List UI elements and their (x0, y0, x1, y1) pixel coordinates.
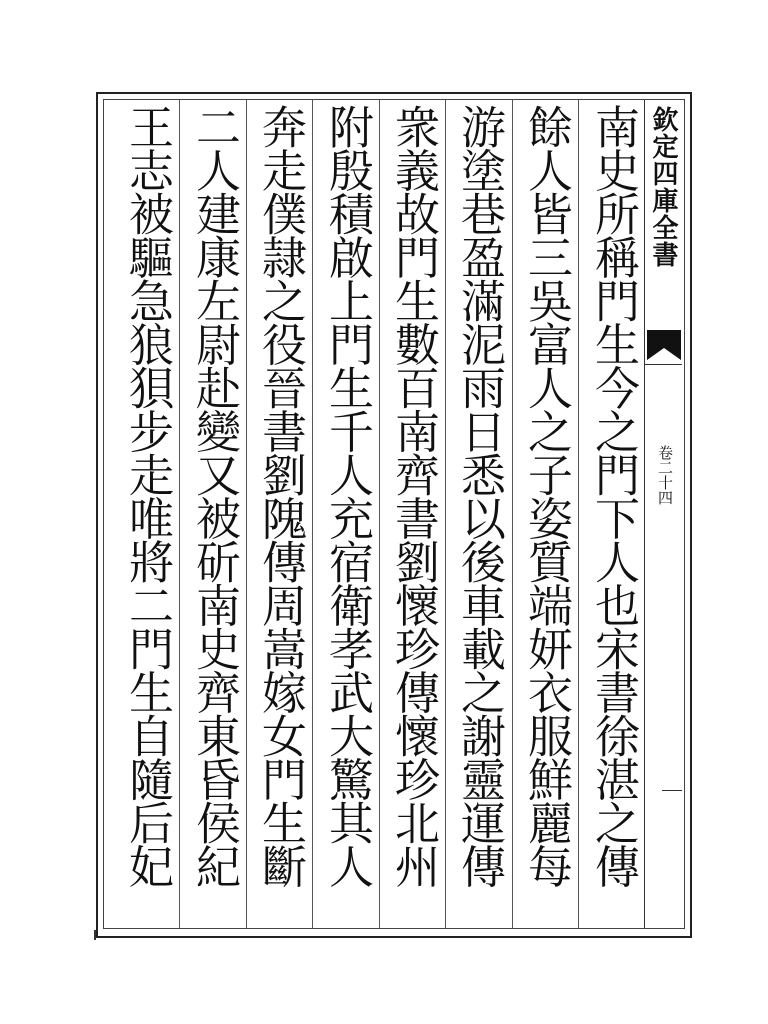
column-rule (512, 100, 513, 928)
text-column-3: 游塗巷盈滿泥雨日悉以後車載之謝靈運傳 (453, 104, 506, 887)
gutter-tick (662, 790, 682, 791)
fishtail-divider (644, 364, 682, 365)
column-rule (578, 100, 579, 928)
text-column-8: 王志被驅急狼狽步走唯將二門生自隨后妃 (121, 104, 174, 887)
text-column-5: 附殷積啟上門生千人充宿衛孝武大驚其人 (321, 104, 374, 887)
book-title: 欽定四庫全書 (648, 106, 678, 268)
juan-number: 卷二十四 (656, 445, 674, 505)
column-rule (246, 100, 247, 928)
column-rule (179, 100, 180, 928)
text-column-4: 衆義故門生數百南齊書劉懷珍傳懷珍北州 (387, 104, 440, 887)
column-rule (445, 100, 446, 928)
column-rule (379, 100, 380, 928)
text-column-2: 餘人皆三吳富人之子姿質端妍衣服鮮麗每 (520, 104, 573, 887)
text-column-7: 二人建康左尉赴變又被斫南史齊東昏侯紀 (188, 104, 241, 887)
text-column-1: 南史所稱門生今之門下人也宋書徐湛之傳 (587, 104, 640, 887)
corner-mark (94, 930, 96, 940)
column-rule (312, 100, 313, 928)
text-column-6: 奔走僕隷之役晉書劉隗傳周嵩嫁女門生斷 (254, 104, 307, 887)
